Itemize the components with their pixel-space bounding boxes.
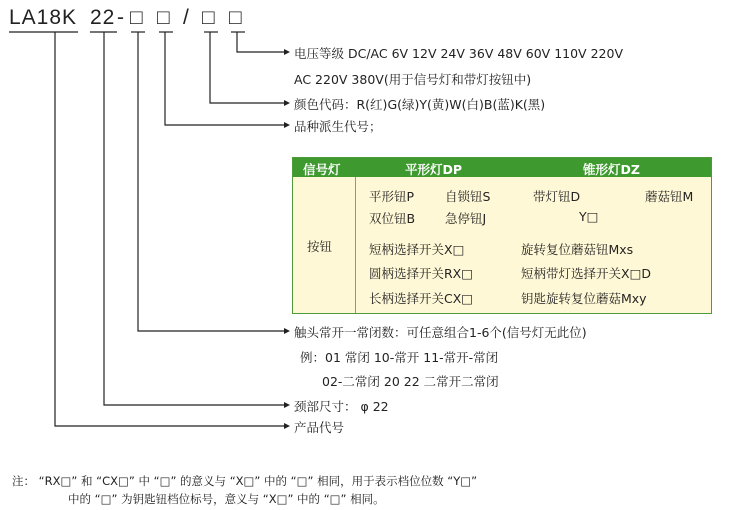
cell-flat-button: 平形钮P (369, 189, 415, 204)
example-row-1: 例：01 常闭 10-常开 11-常开-常闭 (300, 350, 499, 365)
model-box-variant: □ (130, 6, 144, 29)
header-signal-lamp: 信号灯 (303, 162, 341, 177)
model-box-color: □ (202, 6, 216, 29)
cell-key-rotary-mushroom: 钥匙旋转复位蘑菇Mxy (521, 291, 647, 306)
model-size: 22 (90, 6, 116, 29)
cell-two-position-button: 双位钮B (369, 211, 416, 226)
model-slash: / (183, 6, 190, 29)
table-header (293, 158, 711, 177)
cell-round-selector: 圆柄选择开关RX□ (369, 266, 474, 281)
cell-self-lock-button: 自锁钮S (445, 189, 491, 204)
example-row-2: 02-二常闭 20 22 二常开二常闭 (322, 374, 499, 389)
table-divider (355, 177, 356, 313)
variant-table (292, 157, 712, 314)
variant-code-line: 品种派生代号； (294, 119, 382, 134)
note-line-2: 中的 “□” 为钥匙钮档位标号，意义与 “X□” 中的 “□” 相同。 (68, 492, 385, 506)
model-box-voltage: □ (229, 6, 243, 29)
neck-size-line: 颈部尺寸： φ 22 (294, 399, 389, 414)
contacts-line: 触头常开一常闭数：可任意组合1-6个(信号灯无此位) (294, 325, 587, 340)
cell-rotary-reset-mushroom: 旋转复位蘑菇钮Mxs (521, 242, 634, 257)
cell-short-lamp-selector: 短柄带灯选择开关X□D (521, 266, 651, 281)
cell-long-selector: 长柄选择开关CX□ (369, 291, 474, 306)
cell-mushroom-button: 蘑菇钮M (645, 189, 694, 204)
cell-key-button: Y□ (579, 209, 599, 224)
model-box-code: □ (157, 6, 171, 29)
row-label-button: 按钮 (307, 239, 333, 254)
note-line-1: 注： “RX□” 和 “CX□” 中 “□” 的意义与 “X□” 中的 “□” 相同，用于表示档位位数 “Y□” (12, 474, 478, 488)
model-prefix: LA18K (9, 6, 78, 29)
model-dash: - (117, 6, 125, 29)
product-code-line: 产品代号 (294, 420, 345, 435)
color-code-line: 颜色代码：R(红)G(绿)Y(黄)W(白)B(蓝)K(黑) (294, 97, 546, 112)
cell-short-selector: 短柄选择开关X□ (369, 242, 465, 257)
voltage-line-1: 电压等级 DC/AC 6V 12V 24V 36V 48V 60V 110V 220V (294, 46, 623, 61)
cell-lamp-button: 带灯钮D (533, 189, 581, 204)
voltage-line-2: AC 220V 380V(用于信号灯和带灯按钮中) (294, 72, 532, 87)
header-flat-lamp: 平形灯DP (405, 162, 463, 177)
header-cone-lamp: 锥形灯DZ (583, 162, 640, 177)
cell-emergency-stop-button: 急停钮J (445, 211, 487, 226)
